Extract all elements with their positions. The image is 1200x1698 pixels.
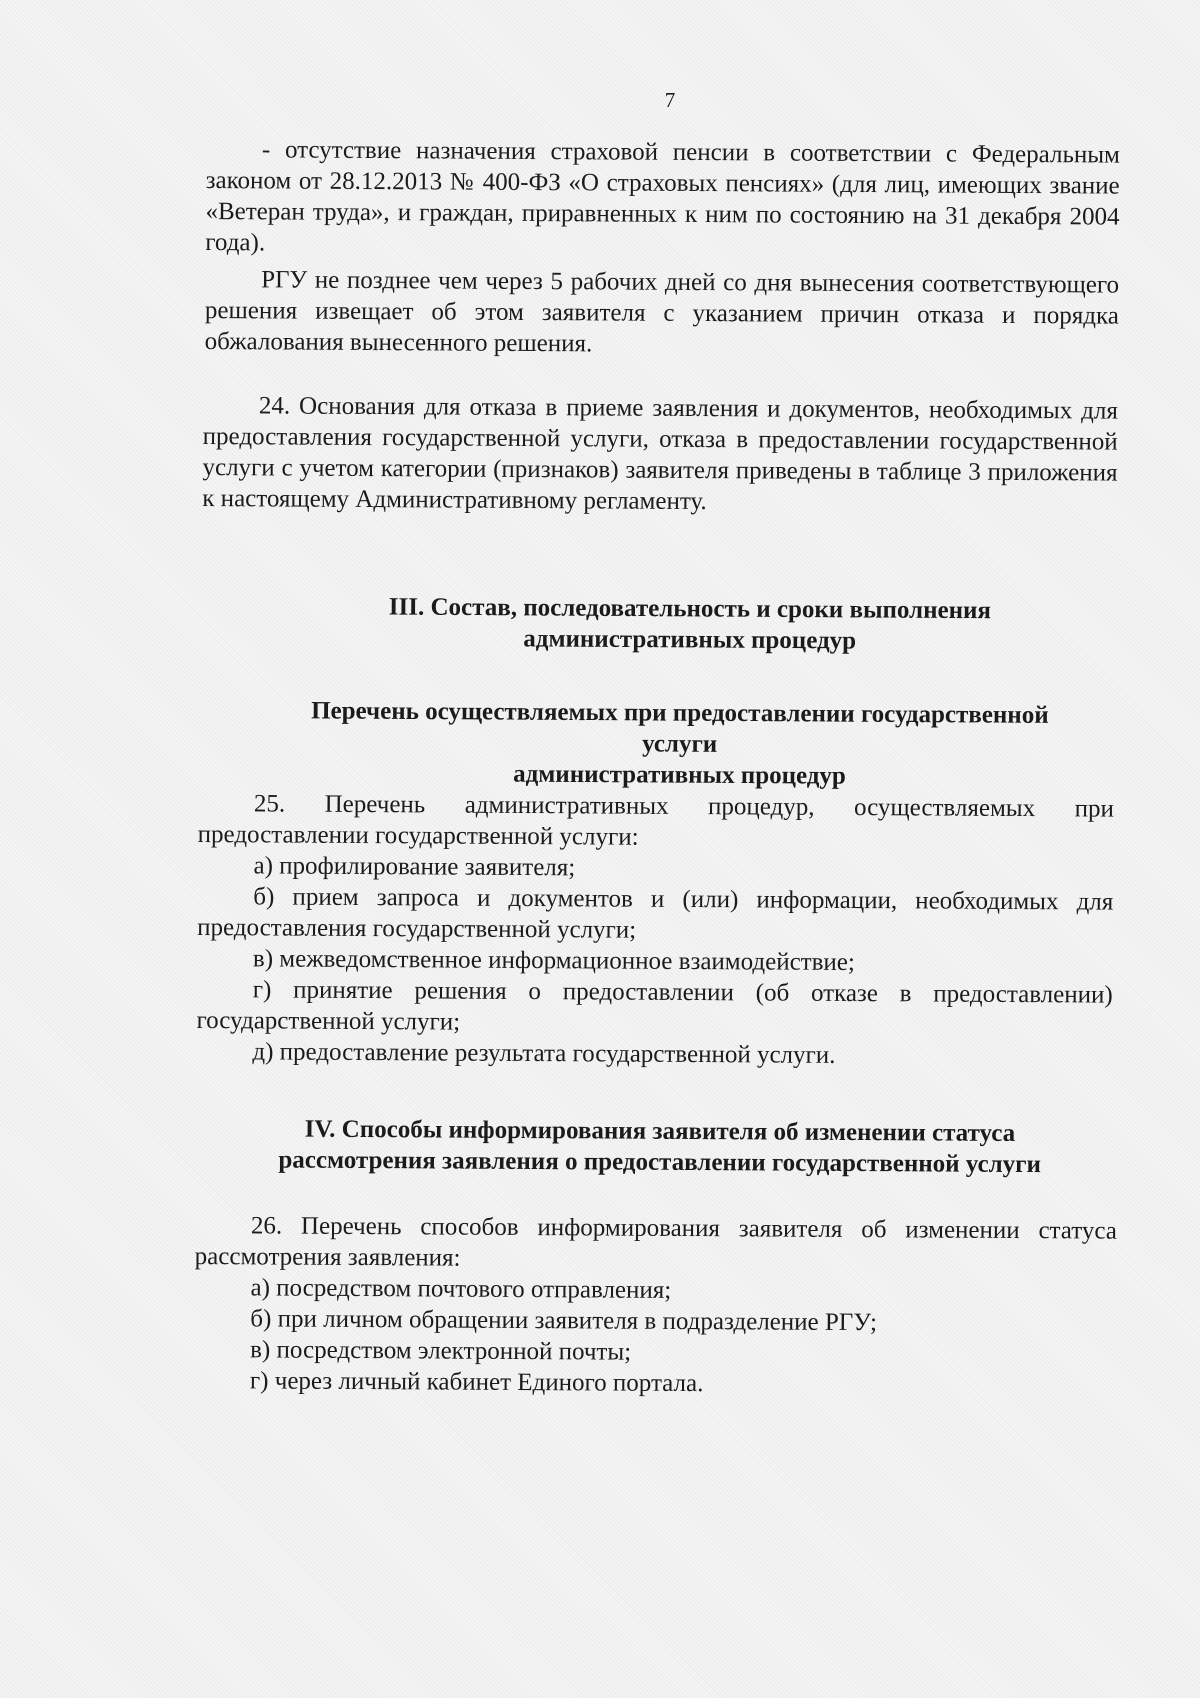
section-3-subtitle-line-1: Перечень осуществляемых при предоставлении государственной: [311, 697, 1049, 729]
list-item-v: в) посредством электронной почты;: [250, 1336, 632, 1366]
page-number: 7: [664, 88, 676, 112]
section-3-subtitle-line-2: услуги: [642, 730, 718, 758]
paragraph-block-4: [194, 1210, 1117, 1402]
list-item-b: б) при личном обращении заявителя в подразделение РГУ;: [250, 1305, 878, 1337]
section-4-title-line-1: IV. Способы информирования заявителя об изменении статуса: [304, 1115, 1016, 1147]
paragraph-26: 26. Перечень способов информирования заявителя об изменении статуса рассмотрения заявления:: [194, 1212, 1117, 1272]
list-item-g: г) принятие решения о предоставлении (об отказе в предоставлении) государственной услуги;: [196, 976, 1113, 1036]
list-item-d: д) предоставление результата государственной услуги.: [252, 1038, 836, 1069]
paragraph-block-2: [202, 390, 1118, 520]
section-3-heading: [300, 591, 1080, 658]
paragraph-block-3: [196, 788, 1114, 1073]
section-4-title-line-2: рассмотрения заявления о предоставлении государственной услуги: [278, 1146, 1042, 1179]
paragraph-block-1: [205, 134, 1120, 363]
list-item-g: г) через личный кабинет Единого портала.: [249, 1367, 704, 1398]
section-4-heading: [200, 1113, 1120, 1181]
paragraph-pension-condition: - отсутствие назначения страховой пенсии в соответствии с Федеральным законом от 28.12.2013 № 400-ФЗ «О страховых пенсиях» (для лиц, имеющих звание «Ветеран труда», и граждан, приравненных к ним по состоянию на 31 декабря 2004 года).: [205, 136, 1120, 257]
paragraph-25: 25. Перечень административных процедур, осуществляемых при предоставлении государственной услуги:: [197, 790, 1114, 851]
paragraph-24: 24. Основания для отказа в приеме заявления и документов, необходимых для предоставления государственной услуги, отказа в предоставлении государственной услуги с учетом категории (признаков) заявителя приведены в таблице 3 приложения к настоящему Административному регламенту.: [202, 392, 1118, 516]
list-item-a: а) профилирование заявителя;: [253, 852, 576, 882]
list-item-v: в) межведомственное информационное взаимодействие;: [252, 945, 855, 977]
section-3-subtitle-line-3: административных процедур: [513, 760, 846, 790]
section-3-title-line-1: III. Состав, последовательность и сроки выполнения: [388, 593, 992, 625]
section-3-title-line-2: административных процедур: [523, 625, 857, 655]
list-item-a: а) посредством почтового отправления;: [250, 1274, 672, 1304]
section-3-subheading: [249, 695, 1110, 793]
list-item-b: б) прием запроса и документов и (или) информации, необходимых для предоставления государственной услуги;: [197, 883, 1114, 944]
paragraph-rgu-notice: РГУ не позднее чем через 5 рабочих дней со дня вынесения соответствующего решения извещает об этом заявителя с указанием причин отказа и порядка обжалования вынесенного решения.: [204, 266, 1120, 358]
